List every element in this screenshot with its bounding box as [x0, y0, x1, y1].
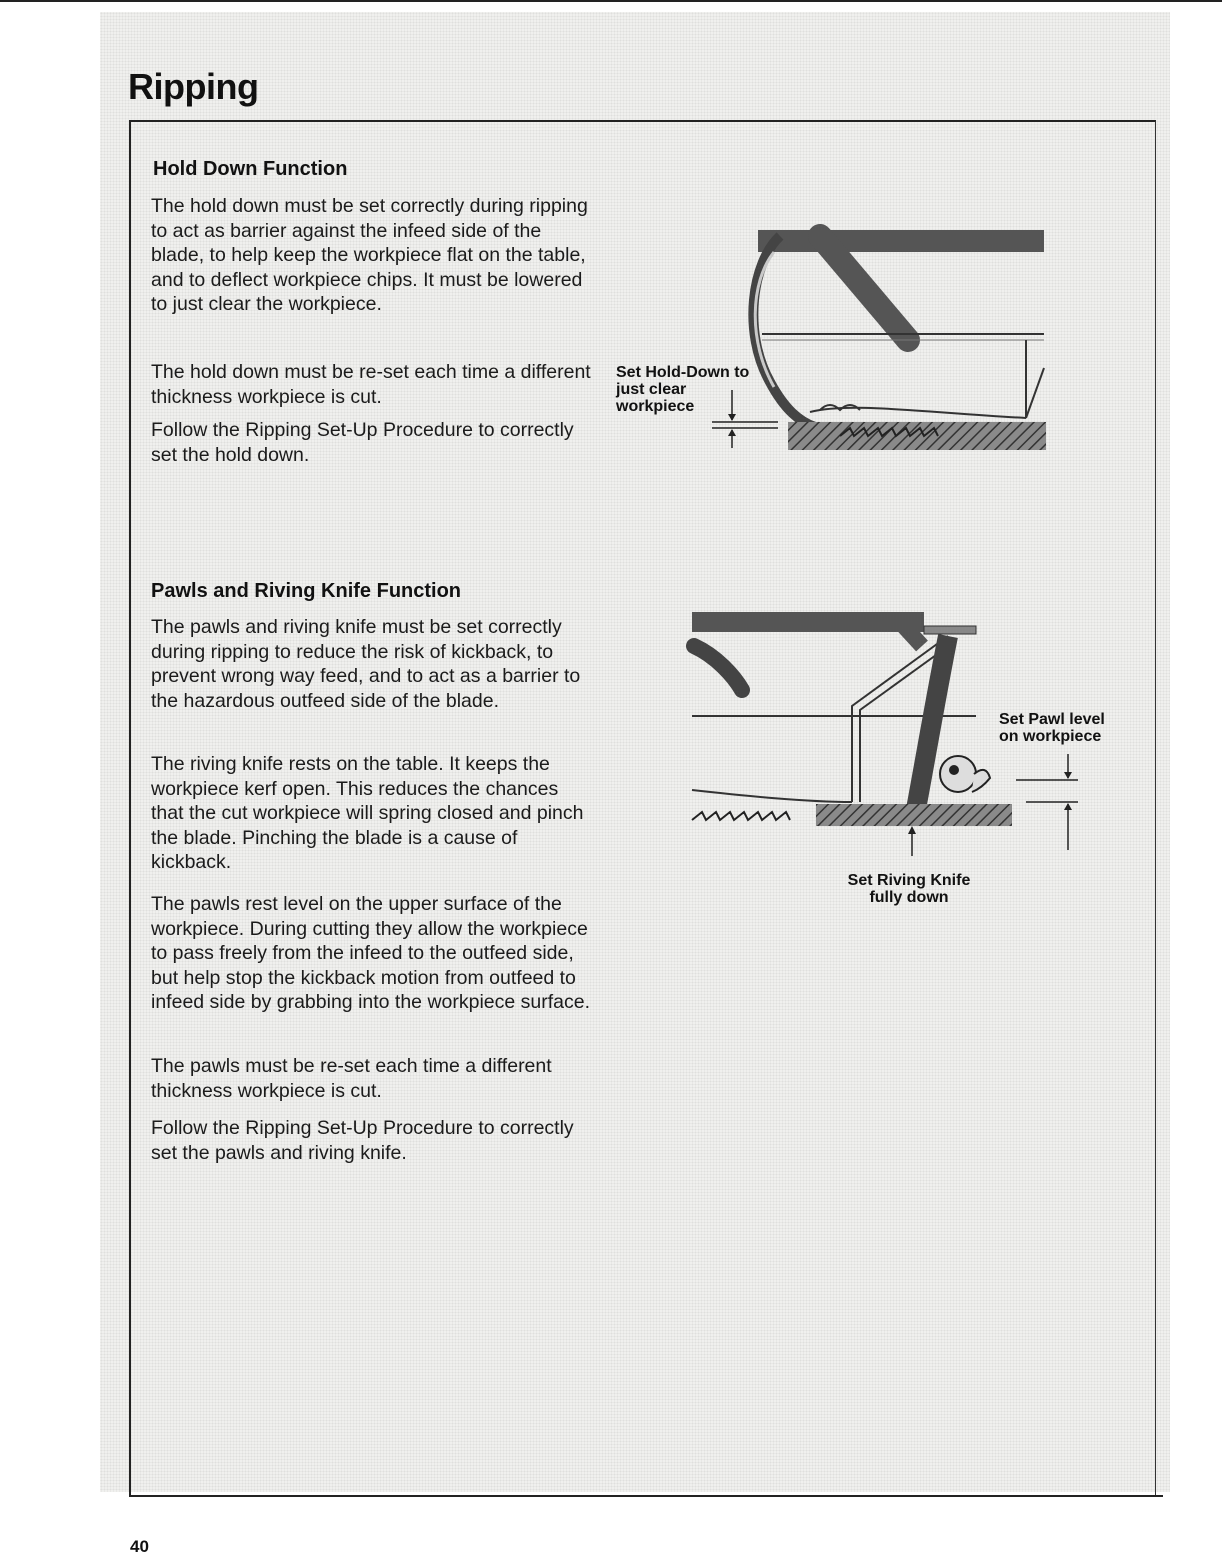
pawls-paragraph-4: The pawls must be re-set each time a different thickness workpiece is cut. — [151, 1055, 552, 1102]
pawls-paragraph-2: The riving knife rests on the table. It keeps the workpiece kerf open. This reduces the chances that the cut workpiece will spring closed and pinch the blade. Pinching the blade is a cause of kickback. — [151, 753, 584, 873]
hold-down-paragraph-2: The hold down must be re-set each time a different thickness workpiece is cut. — [151, 361, 591, 408]
hold-down-callout: Set Hold-Down to just clear workpiece — [616, 364, 750, 415]
pawls-paragraph-1: The pawls and riving knife must be set correctly during ripping to reduce the risk of kickback, to prevent wrong way feed, and to act as a barrier to the hazardous outfeed side of the blade. — [151, 616, 581, 712]
hold-down-diagram-icon — [690, 222, 1060, 462]
hold-down-heading: Hold Down Function — [153, 158, 348, 180]
pawls-heading: Pawls and Riving Knife Function — [151, 580, 462, 602]
hold-down-paragraph-1: The hold down must be set correctly during ripping to act as barrier against the infeed side of the blade, to help keep the workpiece flat on the table, and to deflect workpiece chips. It must be lowered to just clear the workpiece. — [151, 195, 588, 315]
pawls-paragraph-5: Follow the Ripping Set-Up Procedure to correctly set the pawls and riving knife. — [151, 1117, 574, 1164]
pawl-level-callout: Set Pawl level on workpiece — [999, 711, 1105, 745]
bottom-rule — [129, 1495, 1163, 1497]
riving-knife-callout: Set Riving Knife fully down — [847, 872, 971, 906]
hold-down-paragraph-3: Follow the Ripping Set-Up Procedure to correctly set the hold down. — [151, 419, 574, 466]
page-number: 40 — [130, 1537, 149, 1556]
top-rule — [0, 0, 1222, 2]
page-title: Ripping — [128, 66, 259, 107]
pawls-paragraph-3: The pawls rest level on the upper surface of the workpiece. During cutting they allow the workpiece to pass freely from the infeed to the outfeed side, but help stop the kickback motion from outfeed to infeed side by grabbing into the workpiece surface. — [151, 893, 591, 1013]
